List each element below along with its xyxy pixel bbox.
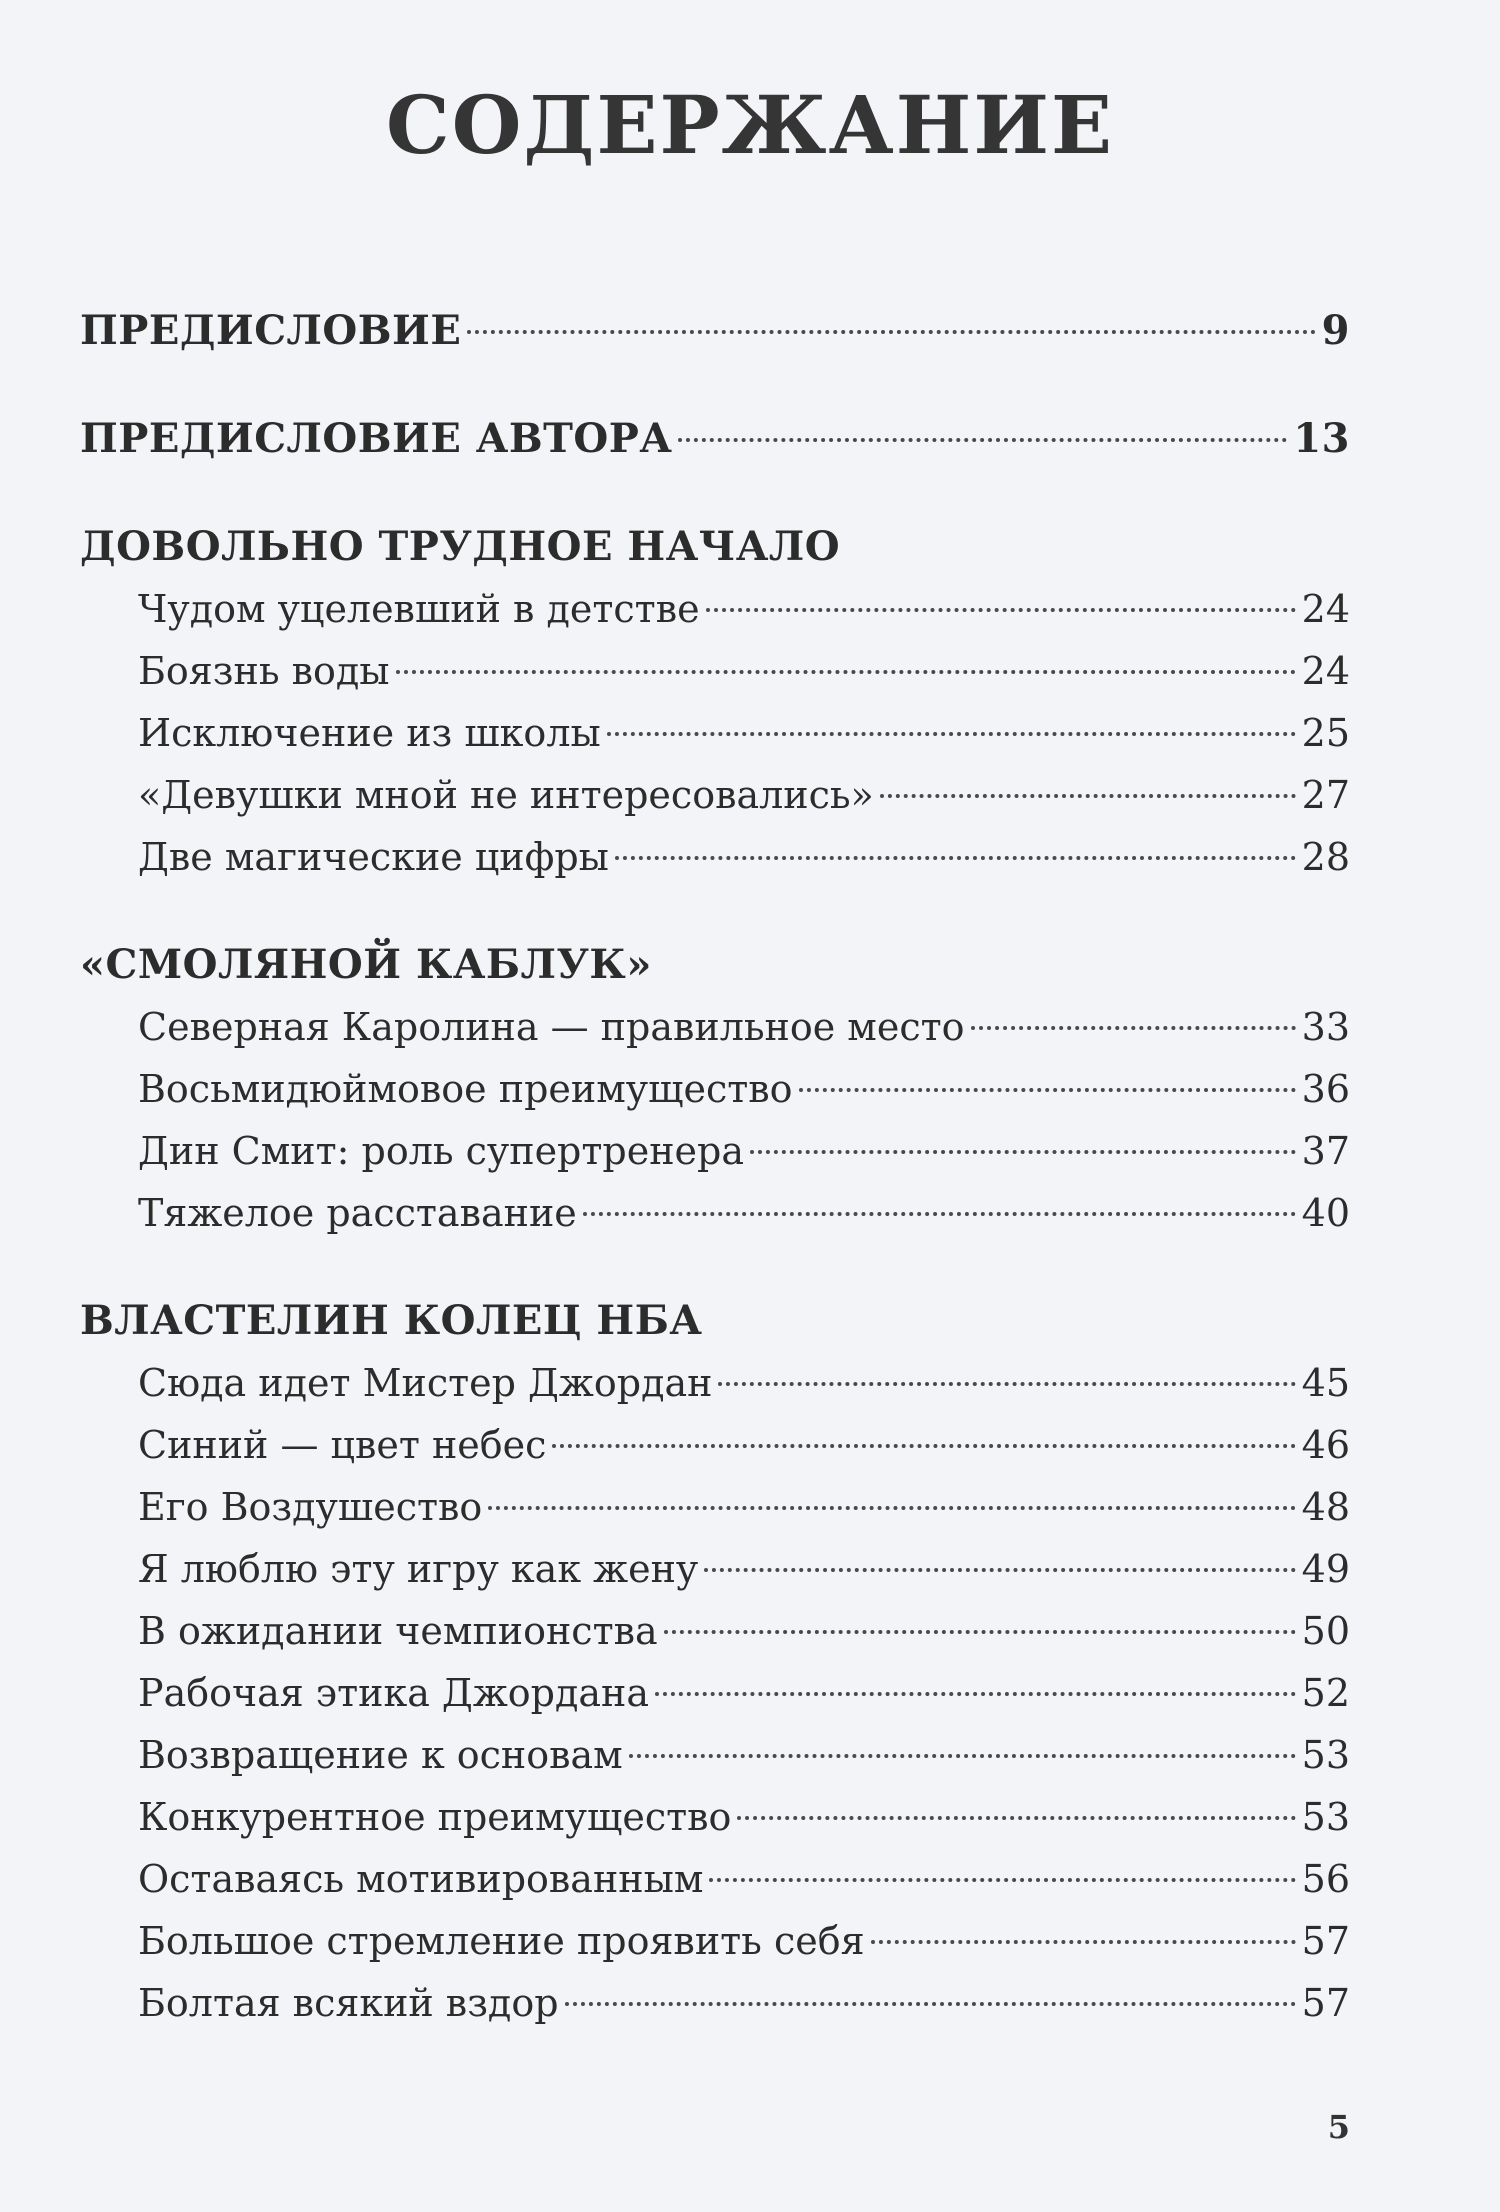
toc-entry-page: 53 — [1301, 1733, 1350, 1777]
toc-entry-label: «Девушки мной не интересовались» — [138, 773, 874, 817]
toc-entry-label: Две магические цифры — [138, 835, 609, 879]
toc-entry-page: 49 — [1301, 1547, 1350, 1591]
toc-entry-label: Оставаясь мотивированным — [138, 1857, 704, 1901]
toc-entry-page: 52 — [1301, 1671, 1350, 1715]
toc-entry-page: 27 — [1301, 773, 1350, 817]
toc-entry[interactable] — [80, 1476, 1350, 1538]
dot-leader — [583, 1212, 1296, 1216]
toc-entry[interactable] — [80, 1538, 1350, 1600]
toc-entry-page: 53 — [1301, 1795, 1350, 1839]
toc-entry[interactable] — [80, 578, 1350, 640]
toc-entry[interactable] — [80, 1910, 1350, 1972]
toc-entry-label: Дин Смит: роль супертренера — [138, 1129, 745, 1173]
toc-entry[interactable] — [80, 996, 1350, 1058]
toc-entry[interactable] — [80, 1600, 1350, 1662]
dot-leader — [737, 1816, 1295, 1820]
dot-leader — [871, 1940, 1296, 1944]
dot-leader — [880, 794, 1296, 798]
toc-entry[interactable] — [80, 1058, 1350, 1120]
dot-leader — [706, 608, 1296, 612]
toc-entry-page: 40 — [1301, 1191, 1350, 1235]
toc-entry-page: 28 — [1301, 835, 1350, 879]
dot-leader — [467, 330, 1315, 334]
dot-leader — [704, 1568, 1295, 1572]
toc-entry-label: Исключение из школы — [138, 711, 601, 755]
page-number: 5 — [1327, 2108, 1350, 2146]
toc-entry-page: 36 — [1301, 1067, 1350, 1111]
toc-entry-label: Его Воздушество — [138, 1485, 483, 1529]
toc-entry[interactable] — [80, 640, 1350, 702]
dot-leader — [750, 1150, 1296, 1154]
toc-entry-page: 33 — [1301, 1005, 1350, 1049]
toc-entry[interactable] — [80, 1972, 1350, 2034]
toc-entry-page: 50 — [1301, 1609, 1350, 1653]
toc-entry[interactable] — [80, 1352, 1350, 1414]
toc-entry-label: Синий — цвет небес — [138, 1423, 547, 1467]
toc-entry-label: Болтая всякий вздор — [138, 1981, 559, 2025]
toc-entry[interactable] — [80, 764, 1350, 826]
toc-entry-page: 45 — [1301, 1361, 1350, 1405]
toc-entry[interactable] — [80, 826, 1350, 888]
table-of-contents — [80, 300, 1350, 2034]
toc-entry-label: Чудом уцелевший в детстве — [138, 587, 700, 631]
toc-entry-page: 57 — [1301, 1919, 1350, 1963]
dot-leader — [552, 1444, 1295, 1448]
toc-entry-label: Боязнь воды — [138, 649, 390, 693]
toc-entry-label: Конкурентное преимущество — [138, 1795, 732, 1839]
toc-entry[interactable] — [80, 1848, 1350, 1910]
dot-leader — [396, 670, 1296, 674]
toc-entry-label: Рабочая этика Джордана — [138, 1671, 650, 1715]
toc-entry-label: Северная Каролина — правильное место — [138, 1005, 965, 1049]
toc-entry-label: Возвращение к основам — [138, 1733, 623, 1777]
dot-leader — [607, 732, 1296, 736]
page-title: СОДЕРЖАНИЕ — [386, 78, 1114, 172]
toc-entry-page: 25 — [1301, 711, 1350, 755]
toc-entry-label: ПРЕДИСЛОВИЕ — [80, 307, 462, 354]
dot-leader — [709, 1878, 1295, 1882]
toc-entry[interactable] — [80, 1182, 1350, 1244]
toc-entry-page: 13 — [1293, 415, 1350, 462]
toc-entry[interactable] — [80, 702, 1350, 764]
section-heading[interactable]: ДОВОЛЬНО ТРУДНОЕ НАЧАЛО — [80, 523, 841, 570]
toc-entry[interactable] — [80, 1414, 1350, 1476]
dot-leader — [488, 1506, 1295, 1510]
toc-entry-preface[interactable] — [80, 300, 1350, 362]
dot-leader — [971, 1026, 1296, 1030]
toc-entry[interactable] — [80, 1120, 1350, 1182]
toc-entry[interactable] — [80, 1724, 1350, 1786]
toc-entry-page: 56 — [1301, 1857, 1350, 1901]
toc-entry-label: Большое стремление проявить себя — [138, 1919, 865, 1963]
section-heading[interactable]: ВЛАСТЕЛИН КОЛЕЦ НБА — [80, 1297, 703, 1344]
toc-entry-label: ПРЕДИСЛОВИЕ АВТОРА — [80, 415, 673, 462]
toc-entry-page: 24 — [1301, 649, 1350, 693]
toc-entry-page: 24 — [1301, 587, 1350, 631]
toc-entry-label: В ожидании чемпионства — [138, 1609, 658, 1653]
toc-entry-label: Я люблю эту игру как жену — [138, 1547, 699, 1591]
dot-leader — [615, 856, 1296, 860]
toc-entry-label: Восьмидюймовое преимущество — [138, 1067, 793, 1111]
dot-leader — [678, 438, 1287, 442]
dot-leader — [718, 1382, 1295, 1386]
toc-entry-page: 37 — [1301, 1129, 1350, 1173]
toc-entry-author-preface[interactable] — [80, 408, 1350, 470]
dot-leader — [655, 1692, 1296, 1696]
dot-leader — [629, 1754, 1296, 1758]
toc-entry-label: Тяжелое расставание — [138, 1191, 577, 1235]
toc-entry-page: 9 — [1321, 307, 1350, 354]
toc-entry[interactable] — [80, 1786, 1350, 1848]
dot-leader — [799, 1088, 1296, 1092]
dot-leader — [664, 1630, 1296, 1634]
section-heading[interactable]: «СМОЛЯНОЙ КАБЛУК» — [80, 941, 652, 988]
toc-entry-page: 48 — [1301, 1485, 1350, 1529]
toc-entry[interactable] — [80, 1662, 1350, 1724]
toc-entry-page: 57 — [1301, 1981, 1350, 2025]
toc-entry-page: 46 — [1301, 1423, 1350, 1467]
toc-entry-label: Сюда идет Мистер Джордан — [138, 1361, 713, 1405]
dot-leader — [565, 2002, 1296, 2006]
